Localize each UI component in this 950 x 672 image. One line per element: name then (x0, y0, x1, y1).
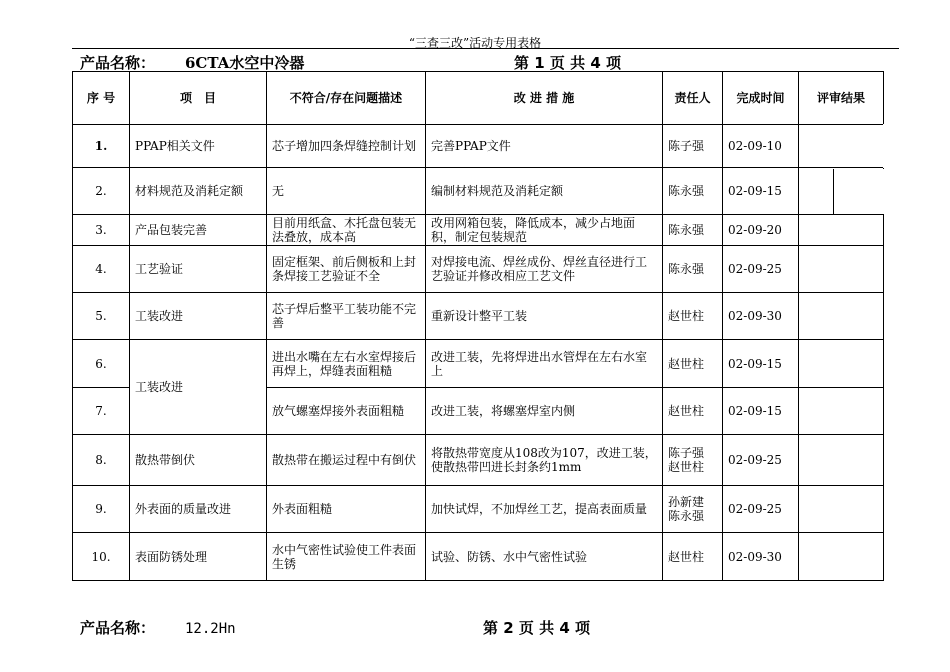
product-label: 产品名称： (80, 54, 156, 72)
row-owner: 赵世柱 (663, 340, 723, 388)
row-item: 材料规范及消耗定额 (130, 168, 267, 215)
row-item: 外表面的质量改进 (130, 486, 267, 533)
row-no: 6. (73, 340, 130, 388)
row-owner: 孙新建 陈永强 (663, 486, 723, 533)
row-result (799, 388, 884, 435)
table-row (73, 435, 884, 486)
page-info: 第 1 页 共 4 项 (514, 54, 621, 72)
row-problem: 芯子增加四条焊缝控制计划 (267, 125, 426, 168)
improvement-table (72, 71, 884, 581)
footer-page-info: 第 2 页 共 4 项 (483, 619, 590, 637)
row-item: 工艺验证 (130, 246, 267, 293)
row-measure: 改进工装，先将焊进出水管焊在左右水室上 (426, 340, 663, 388)
col-header-measure: 改 进 措 施 (426, 72, 663, 125)
footer-product-name-line (80, 617, 236, 638)
row-date: 02-09-10 (723, 125, 799, 168)
table-row (73, 486, 884, 533)
row-date: 02-09-15 (723, 168, 799, 215)
table-row (73, 215, 884, 246)
row-problem: 进出水嘴在左右水室焊接后再焊上，焊缝表面粗糙 (267, 340, 426, 388)
table-row (73, 340, 884, 388)
row-owner: 赵世柱 (663, 388, 723, 435)
row-owner: 陈永强 (663, 215, 723, 246)
table-row (73, 168, 884, 215)
row-no: 3. (73, 215, 130, 246)
table-row (73, 293, 884, 340)
row-problem: 固定框架、前后侧板和上封条焊接工艺验证不全 (267, 246, 426, 293)
product-name-line (80, 52, 304, 73)
row-result (799, 246, 884, 293)
row-result (799, 486, 884, 533)
border-gap (883, 124, 887, 168)
row-date: 02-09-25 (723, 246, 799, 293)
row-date: 02-09-15 (723, 340, 799, 388)
col-header-item: 项 目 (130, 72, 267, 125)
row-no: 9. (73, 486, 130, 533)
col-header-result: 评审结果 (799, 72, 884, 125)
col-header-problem: 不符合/存在问题描述 (267, 72, 426, 125)
row-problem: 水中气密性试验使工件表面生锈 (267, 533, 426, 581)
footer-product-name: 12.2Hn (185, 621, 236, 637)
table-row (73, 246, 884, 293)
col-header-no: 序 号 (73, 72, 130, 125)
row-measure: 对焊接电流、焊丝成份、焊丝直径进行工艺验证并修改相应工艺文件 (426, 246, 663, 293)
row-date: 02-09-15 (723, 388, 799, 435)
row-owner: 陈子强 赵世柱 (663, 435, 723, 486)
row-no: 1. (73, 125, 130, 168)
row-result (799, 125, 884, 168)
row-problem: 散热带在搬运过程中有倒伏 (267, 435, 426, 486)
row-result (799, 340, 884, 388)
row-item: 产品包装完善 (130, 215, 267, 246)
row-item: PPAP相关文件 (130, 125, 267, 168)
row-result (799, 293, 884, 340)
row-owner: 赵世柱 (663, 293, 723, 340)
row-date: 02-09-30 (723, 293, 799, 340)
row-measure: 重新设计整平工装 (426, 293, 663, 340)
table-row (73, 533, 884, 581)
row-no: 10. (73, 533, 130, 581)
row-owner: 赵世柱 (663, 533, 723, 581)
activity-title: “三查三改”活动专用表格 (408, 36, 542, 50)
row-measure: 改用网箱包装，降低成本，减少占地面积，制定包装规范 (426, 215, 663, 246)
row-date: 02-09-30 (723, 533, 799, 581)
row-measure: 完善PPAP文件 (426, 125, 663, 168)
row-owner: 陈永强 (663, 168, 723, 215)
row-problem: 芯子焊后整平工装功能不完善 (267, 293, 426, 340)
row-date: 02-09-25 (723, 486, 799, 533)
footer-product-label: 产品名称： (80, 619, 156, 637)
row-problem: 外表面粗糙 (267, 486, 426, 533)
product-name: 6CTA水空中冷器 (185, 54, 305, 72)
row2-inner-rule (833, 169, 834, 214)
row-no: 4. (73, 246, 130, 293)
row-result (799, 533, 884, 581)
row-owner: 陈永强 (663, 246, 723, 293)
table-row (73, 125, 884, 168)
row-problem: 放气螺塞焊接外表面粗糙 (267, 388, 426, 435)
row-date: 02-09-20 (723, 215, 799, 246)
row-item-merged: 工装改进 (130, 340, 267, 435)
col-header-owner: 责任人 (663, 72, 723, 125)
row-measure: 加快试焊，不加焊丝工艺，提高表面质量 (426, 486, 663, 533)
row-no: 7. (73, 388, 130, 435)
row-item: 散热带倒伏 (130, 435, 267, 486)
row-measure: 试验、防锈、水中气密性试验 (426, 533, 663, 581)
row-result (799, 435, 884, 486)
col-header-date: 完成时间 (723, 72, 799, 125)
row-problem: 目前用纸盒、木托盘包装无法叠放，成本高 (267, 215, 426, 246)
row-no: 2. (73, 168, 130, 215)
row-measure: 改进工装，将螺塞焊室内侧 (426, 388, 663, 435)
row-date: 02-09-25 (723, 435, 799, 486)
row-measure: 将散热带宽度从108改为107，改进工装，使散热带凹进长封条约1mm (426, 435, 663, 486)
row2-result-gap (834, 169, 888, 214)
row-no: 8. (73, 435, 130, 486)
row-item: 表面防锈处理 (130, 533, 267, 581)
header-rule (72, 48, 899, 49)
row-measure: 编制材料规范及消耗定额 (426, 168, 663, 215)
row-problem: 无 (267, 168, 426, 215)
row-owner: 陈子强 (663, 125, 723, 168)
row-no: 5. (73, 293, 130, 340)
row-item: 工装改进 (130, 293, 267, 340)
table-header-row (73, 72, 884, 125)
row-result (799, 215, 884, 246)
